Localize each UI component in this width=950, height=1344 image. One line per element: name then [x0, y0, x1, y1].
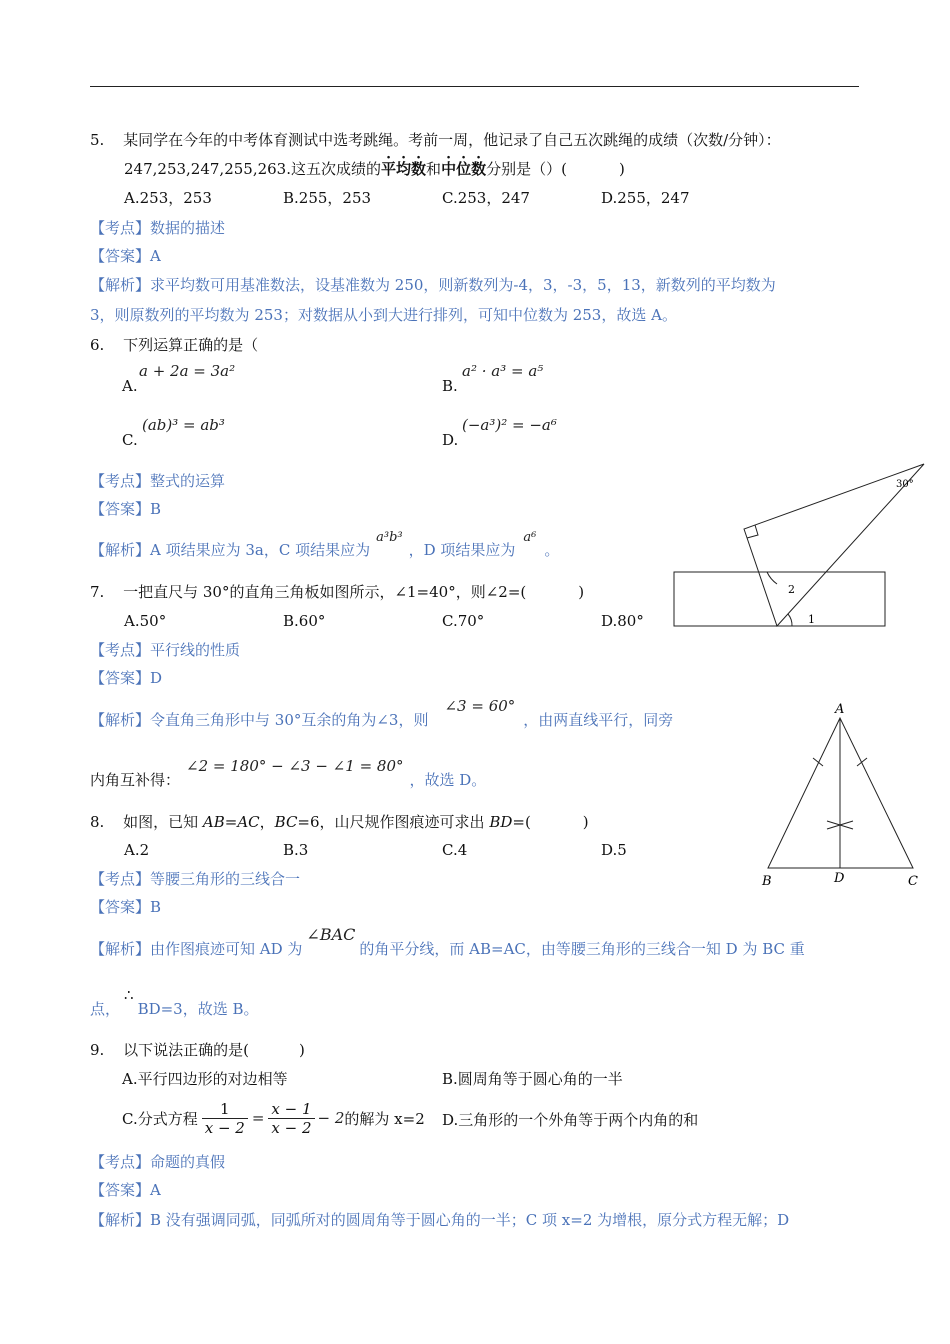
q9-opt-c-pre: C.分式方程	[122, 1109, 198, 1128]
q6-opt-b-math: a² · a³ = a⁵	[462, 362, 544, 380]
q6-analysis-pre: 【解析】A 项结果应为 3a，C 项结果应为	[90, 541, 371, 559]
q9-opt-c: C.分式方程 $\frac{1}{x - 2}$ = $\frac{x - 1}{x - 2}$ − 2 的解为 x=2	[122, 1099, 425, 1137]
q7-analysis-2	[90, 757, 487, 790]
q7-analysis-line2-post: ，故选 D。	[409, 771, 487, 789]
angle-1-label: 1	[808, 613, 815, 626]
q8-analysis-math: ∠BAC	[306, 925, 356, 944]
q8-analysis-post: 的角平分线，而 AB=AC，由等腰三角形的三线合一知 D 为 BC 重	[359, 940, 805, 958]
emphasis-char: 数	[471, 160, 487, 178]
q5-opt-c: C.253，247	[442, 189, 530, 207]
arc-mark-right	[857, 758, 867, 766]
q9-stem-line	[90, 1040, 305, 1060]
q9-frac1-den: x − 2	[204, 1118, 245, 1137]
vertex-B-label: B	[762, 874, 772, 889]
q7-opt-b: B.60°	[283, 612, 326, 630]
q6-opt-c-label: C.	[122, 431, 138, 449]
q8-opt-c: C.4	[442, 841, 468, 859]
q8-analysis-2	[90, 986, 259, 1019]
q9-opt-c-rest: − 2	[317, 1109, 345, 1127]
q6-stem: 下列运算正确的是（	[123, 336, 259, 354]
q7-opt-a: A.50°	[124, 612, 167, 630]
q9-close: )	[298, 1041, 305, 1059]
angle-30-label: 30°	[896, 479, 914, 490]
q8-comma: ，	[259, 813, 275, 831]
q9-number: 9.	[90, 1041, 105, 1059]
q8-ac: AC	[237, 813, 260, 831]
q5-number: 5.	[90, 131, 105, 149]
q7-analysis-1	[90, 697, 674, 730]
q8-ab: AB	[202, 813, 225, 831]
q7-opt-d: D.80°	[601, 612, 644, 630]
q5-line1	[90, 130, 781, 150]
q8-stem-line	[90, 812, 589, 832]
q7-stem: 一把直尺与 30°的直角三角板如图所示，∠1=40°，则∠2=(	[123, 583, 527, 601]
q9-kaodian: 【考点】命题的真假	[90, 1153, 226, 1171]
emphasis-char: 位	[456, 160, 472, 178]
q8-stem-pre: 如图，已知	[123, 813, 203, 831]
q8-analysis-line2-pre: 点，	[90, 1000, 121, 1018]
q7-number: 7.	[90, 583, 105, 601]
q8-number: 8.	[90, 813, 105, 831]
q6-analysis	[90, 530, 560, 562]
q8-opt-d: D.5	[601, 841, 627, 859]
q8-bcval: =6，山尺规作图痕迹可求出	[297, 813, 490, 831]
q9-opt-b: B.圆周角等于圆心角的一半	[442, 1070, 623, 1088]
q9-frac2-den: x − 2	[271, 1118, 312, 1137]
q8-bd: BD	[489, 813, 513, 831]
q5-and: 和	[426, 160, 442, 178]
q7-analysis-post: ，由两直线平行，同旁	[523, 711, 674, 729]
q7-analysis-math1: ∠3 = 60°	[444, 697, 516, 715]
q8-opt-b: B.3	[283, 841, 309, 859]
q6-opt-b-label: B.	[442, 377, 458, 395]
q6-stem-line	[90, 335, 258, 355]
q7-analysis-line2-pre: 内角互补得：	[90, 771, 181, 789]
angle-1-arc	[788, 614, 792, 626]
q9-fraction-2	[268, 1100, 314, 1137]
q5-opt-a: A.253，253	[124, 189, 212, 207]
q9-frac1-num: 1	[202, 1100, 248, 1119]
q5-kw-mean	[381, 160, 426, 178]
emphasis-char: 数	[411, 160, 427, 178]
angle-2-arc	[767, 572, 777, 584]
q9-opt-d: D.三角形的一个外角等于两个内角的和	[442, 1111, 699, 1129]
q9-opt-c-post: 的解为 x=2	[344, 1109, 425, 1128]
q9-fraction-1	[202, 1100, 248, 1137]
ruler	[674, 572, 885, 626]
q6-answer: 【答案】B	[90, 500, 162, 518]
q8-bc: BC	[274, 813, 298, 831]
q6-analysis-math1: a³b³	[376, 530, 403, 545]
q8-close: )	[582, 813, 589, 831]
q6-kaodian: 【考点】整式的运算	[90, 472, 226, 490]
q5-stem-end: 分别是（）(	[486, 160, 567, 178]
q7-analysis-pre: 【解析】令直角三角形中与 30°互余的角为∠3，则	[90, 711, 429, 729]
q8-answer: 【答案】B	[90, 898, 162, 916]
q5-close: )	[618, 160, 625, 178]
q7-answer: 【答案】D	[90, 669, 163, 687]
vertex-A-label: A	[835, 702, 845, 717]
q8-analysis-1	[90, 925, 805, 959]
q5-opt-d: D.255，247	[601, 189, 690, 207]
q5-answer: 【答案】A	[90, 247, 161, 265]
q9-answer: 【答案】A	[90, 1181, 161, 1199]
q5-stem-1: 某同学在今年的中考体育测试中选考跳绳。考前一周，他记录了自己五次跳绳的成绩（次数/分钟）：	[123, 131, 781, 149]
point-D-label: D	[834, 871, 845, 886]
q8-kaodian: 【考点】等腰三角形的三线合一	[90, 870, 301, 888]
q5-opt-b: B.255，253	[283, 189, 372, 207]
q8-analysis-pre: 【解析】由作图痕迹可知 AD 为	[90, 940, 303, 958]
q6-opt-a-label: A.	[122, 377, 138, 395]
q8-eq: =	[224, 813, 238, 831]
q5-kaodian: 【考点】数据的描述	[90, 219, 226, 237]
q7-analysis-math2: ∠2 = 180° − ∠3 − ∠1 = 80°	[186, 757, 404, 775]
q8-stem-post: =(	[512, 813, 531, 831]
q7-opt-c: C.70°	[442, 612, 485, 630]
q6-opt-d-label: D.	[442, 431, 459, 449]
header-rule	[90, 86, 859, 87]
q5-kw-median	[441, 160, 486, 178]
q6-opt-d-math: (−a³)² = −a⁶	[462, 416, 557, 434]
q7-kaodian: 【考点】平行线的性质	[90, 641, 241, 659]
emphasis-char: 均	[396, 160, 412, 178]
q7-close: )	[578, 583, 585, 601]
q6-analysis-mid: ，D 项结果应为	[408, 541, 516, 559]
q8-figure	[755, 698, 930, 893]
q6-analysis-math2: a⁶	[523, 530, 537, 545]
q9-analysis: 【解析】B 没有强调同弧，同弧所对的圆周角等于圆心角的一半；C 项 x=2 为增根，原分式方程无解；D	[90, 1211, 790, 1229]
q8-opt-a: A.2	[124, 841, 150, 859]
q7-stem-line	[90, 582, 584, 602]
q5-stem-2: 247,253,247,255,263.这五次成绩的	[124, 160, 381, 178]
q7-figure	[670, 460, 930, 632]
vertex-C-label: C	[908, 874, 918, 889]
q9-frac2-num: x − 1	[268, 1100, 314, 1119]
q9-opt-a: A.平行四边形的对边相等	[122, 1070, 288, 1088]
emphasis-char: 中	[441, 160, 457, 178]
q6-opt-c-math: (ab)³ = ab³	[142, 416, 225, 434]
q8-analysis-line2-post: BD=3，故选 B。	[137, 1000, 259, 1018]
q6-analysis-end: 。	[544, 541, 560, 559]
therefore-symbol: ∴	[124, 986, 134, 1004]
emphasis-char: 平	[381, 160, 397, 178]
q6-opt-a-math: a + 2a = 3a²	[139, 362, 236, 380]
q5-line2	[124, 159, 625, 179]
q9-stem: 以下说法正确的是(	[123, 1041, 249, 1059]
angle-2-label: 2	[788, 583, 795, 596]
q5-analysis-1: 【解析】求平均数可用基准数法，设基准数为 250，则新数列为-4，3，-3，5，13，新数列的平均数为	[90, 276, 776, 294]
q6-number: 6.	[90, 336, 105, 354]
q5-analysis-2: 3，则原数列的平均数为 253；对数据从小到大进行排列，可知中位数为 253，故选 A。	[90, 306, 677, 324]
